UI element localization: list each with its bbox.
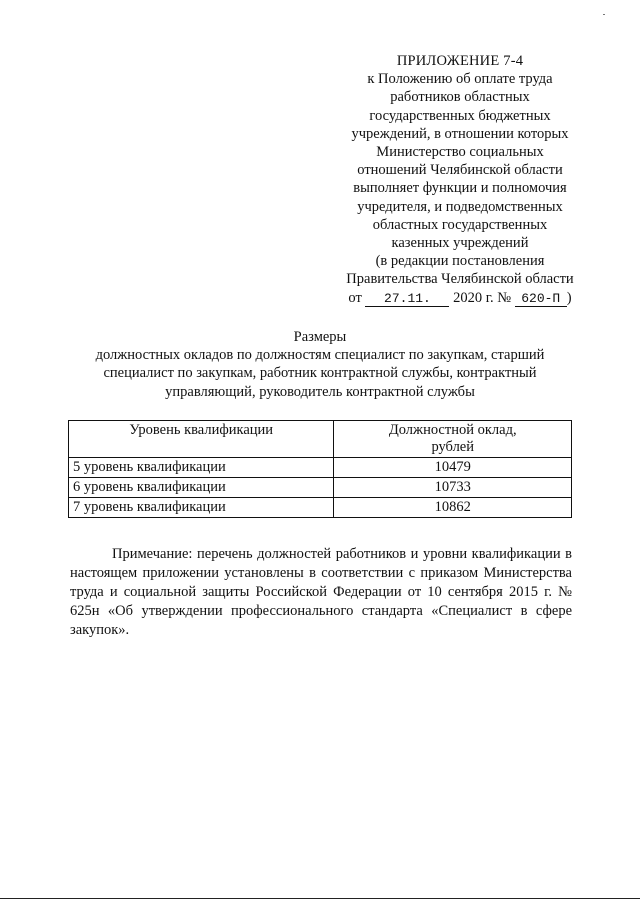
appendix-line: (в редакции постановления [375,253,545,270]
column-header-salary: Должностной оклад, рублей [334,421,572,458]
appendix-line: казенных учреждений [391,235,529,252]
table-header-row [69,421,572,458]
appendix-line: выполняет функции и полномочия [353,180,567,197]
date-close: ) [566,289,572,306]
heading-title: Размеры [293,329,347,345]
table-row [69,458,572,478]
note-paragraph: Примечание: перечень должностей работников и уровни квалификации в настоящем приложении установлены в соответствии с приказом Министерства труда и социальной защиты Российской Федерации от 10 сентября 2015 г. № 625н «Об утверждении профессионального стандарта «Специалист в сфере закупок». [70,545,572,638]
page-bottom-rule [0,898,640,899]
level-cell: 5 уровень квалификации [69,458,334,478]
decree-date-line [330,289,590,307]
salary-cell: 10733 [334,478,572,498]
salary-cell: 10862 [334,498,572,518]
decree-number-field: 620-П [515,292,567,307]
level-cell: 7 уровень квалификации [69,498,334,518]
appendix-line: областных государственных [372,216,548,233]
salary-cell: 10479 [334,458,572,478]
column-header-level: Уровень квалификации [69,421,334,458]
table-row [69,498,572,518]
heading-line: должностных окладов по должностям специалист по закупкам, старший [95,347,545,364]
appendix-line: государственных бюджетных [369,107,551,124]
level-cell: 6 уровень квалификации [69,478,334,498]
appendix-line: к Положению об оплате труда [367,71,553,88]
decree-day-field: 27.11. [365,292,449,307]
salary-table [68,420,572,518]
scan-speck [603,14,605,15]
appendix-line: учреждений, в отношении которых [351,125,569,142]
table-row [69,478,572,498]
appendix-header [330,52,590,307]
document-heading [70,328,570,401]
appendix-line: Министерство социальных [376,144,544,161]
appendix-title: ПРИЛОЖЕНИЕ 7-4 [396,53,524,69]
appendix-line: отношений Челябинской области [357,162,563,179]
appendix-line: учредителя, и подведомственных [357,198,563,215]
appendix-line: Правительства Челябинской области [346,271,574,288]
appendix-line: работников областных [390,89,530,106]
date-prefix: от [348,289,362,306]
date-year: 2020 г. № [453,289,512,306]
heading-line: управляющий, руководитель контрактной службы [165,383,475,400]
heading-line: специалист по закупкам, работник контрактной службы, контрактный [103,365,537,382]
